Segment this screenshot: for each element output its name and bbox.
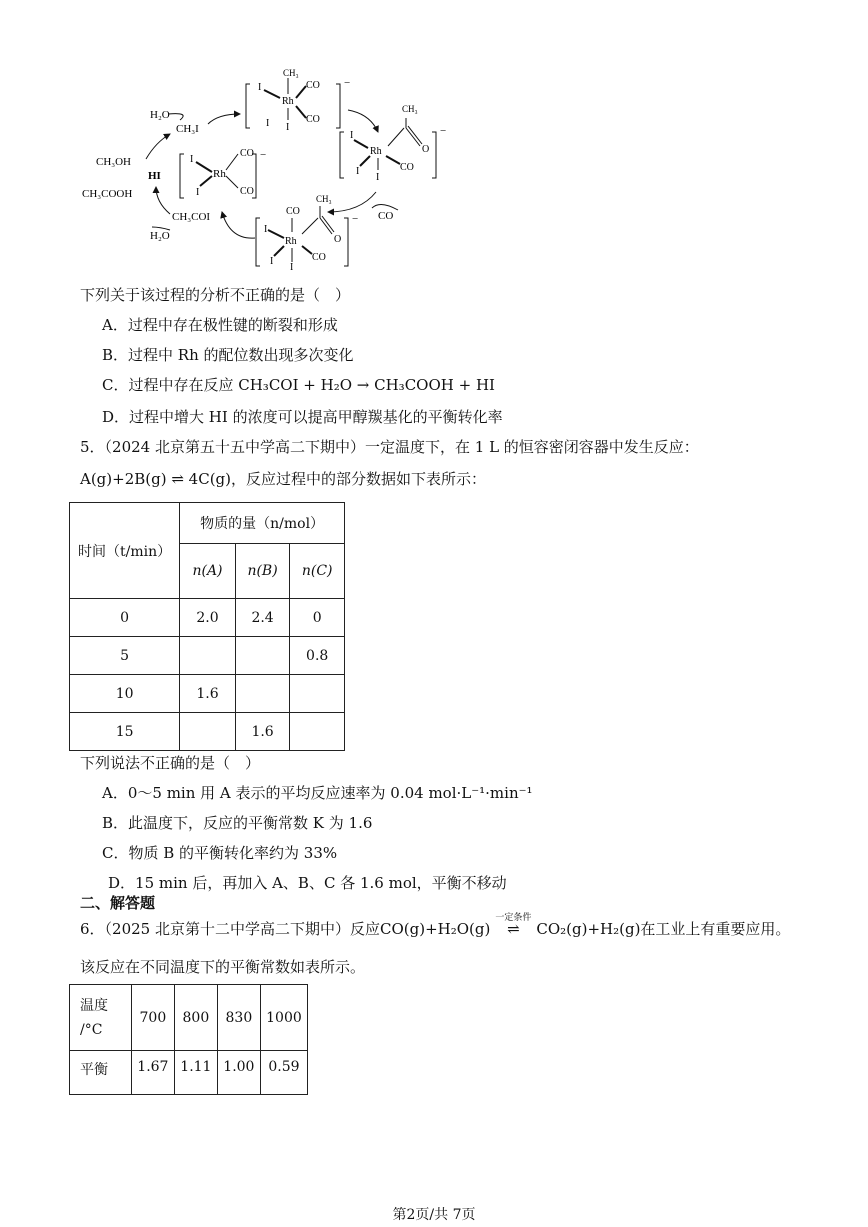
svg-text:CO: CO — [240, 148, 254, 159]
svg-text:I: I — [356, 166, 360, 177]
q6-stem-suffix: 在工业上有重要应用。 — [640, 920, 791, 938]
k-label: 平衡 — [70, 1051, 132, 1095]
q6-stem-prefix: 6．（2025 北京第十二中学高二下期中）反应 — [80, 920, 380, 938]
svg-text:I: I — [376, 172, 380, 183]
svg-text:CH₃: CH₃ — [283, 68, 299, 78]
svg-text:CO: CO — [306, 80, 320, 91]
q5-data-table — [69, 502, 345, 751]
svg-text:CO: CO — [306, 114, 320, 125]
svg-text:Rh: Rh — [285, 236, 297, 247]
col-na: n(A) — [180, 544, 236, 599]
q4-stem: 下列关于该过程的分析不正确的是（ ） — [80, 286, 351, 304]
label-ch3oh: CH₃OH — [96, 156, 132, 168]
svg-text:I: I — [270, 256, 274, 267]
svg-text:Rh: Rh — [370, 146, 382, 157]
svg-text:I: I — [196, 187, 200, 198]
q6-eq-left: CO(g)+H₂O(g) — [380, 920, 491, 938]
complex-rh-i2-co2 — [180, 148, 266, 198]
complex-rh-ch3 — [246, 68, 350, 133]
svg-text:−: − — [352, 213, 359, 225]
q5-option-a[interactable]: A．0～5 min 用 A 表示的平均反应速率为 0.04 mol·L⁻¹·min⁻¹ — [102, 784, 533, 802]
label-hi: HI — [148, 170, 161, 182]
q5-stem2: 下列说法不正确的是（ ） — [80, 754, 261, 772]
svg-text:CH₃: CH₃ — [316, 194, 332, 204]
svg-text:I: I — [350, 130, 354, 141]
q6-condition: 一定条件 — [495, 913, 532, 923]
amount-header: 物质的量（n/mol） — [180, 503, 345, 544]
svg-text:CO: CO — [286, 206, 300, 217]
q5-stem: 5．（2024 北京第五十五中学高二下期中）一定温度下，在 1 L 的恒容密闭容器中发生反应： — [80, 438, 699, 456]
col-nb: n(B) — [235, 544, 290, 599]
label-ch3i: CH₃I — [176, 123, 199, 135]
q5-option-b[interactable]: B．此温度下，反应的平衡常数 K 为 1.6 — [102, 814, 373, 832]
svg-text:CO: CO — [400, 162, 414, 173]
svg-text:I: I — [258, 82, 262, 93]
col-nc: n(C) — [290, 544, 345, 599]
table-row: 15 1.6 — [70, 713, 345, 751]
svg-text:I: I — [290, 262, 294, 273]
svg-text:O: O — [422, 144, 430, 155]
q5-option-d[interactable]: D．15 min 后，再加入 A、B、C 各 1.6 mol，平衡不移动 — [108, 874, 507, 892]
q6-stem — [80, 913, 791, 939]
temp-label: 温度 /°C — [70, 985, 132, 1051]
table-row: 5 0.8 — [70, 637, 345, 675]
q4-option-d[interactable]: D．过程中增大 HI 的浓度可以提高甲醇羰基化的平衡转化率 — [102, 408, 503, 426]
svg-text:−: − — [440, 125, 447, 137]
label-h2o-bottom: H₂O — [150, 230, 170, 242]
q5-option-c[interactable]: C．物质 B 的平衡转化率约为 33% — [102, 844, 338, 862]
label-co-in: CO — [378, 210, 394, 222]
q6-constant-table: 温度 /°C 700 800 830 1000 平衡 1.67 1.11 1.00 0.59 — [69, 984, 308, 1095]
label-ch3coi: CH₃COI — [172, 211, 211, 223]
svg-text:CH₃: CH₃ — [402, 104, 418, 114]
q6-arrow: 一定条件 ⇌ — [490, 920, 536, 938]
page-footer: 第2页/共 7页 — [392, 1207, 476, 1223]
svg-text:CO: CO — [240, 186, 254, 197]
q6-eq-right: CO₂(g)+H₂(g) — [536, 920, 641, 938]
catalytic-cycle-diagram — [80, 62, 460, 274]
svg-text:CO: CO — [312, 252, 326, 263]
complex-rh-acyl-bottom — [256, 194, 358, 273]
svg-text:I: I — [264, 224, 268, 235]
svg-text:O: O — [334, 234, 342, 245]
label-h2o-top: H₂O — [150, 109, 170, 121]
svg-text:I: I — [286, 122, 290, 133]
section-heading: 二、解答题 — [80, 894, 156, 912]
svg-text:−: − — [260, 149, 267, 161]
svg-text:I: I — [190, 154, 194, 165]
svg-text:I: I — [266, 118, 270, 129]
q6-line2: 该反应在不同温度下的平衡常数如表所示。 — [80, 958, 366, 976]
table-row: 10 1.6 — [70, 675, 345, 713]
q5-equation: A(g)+2B(g) ⇌ 4C(g)，反应过程中的部分数据如下表所示： — [80, 470, 487, 488]
time-header: 时间（t/min） — [70, 503, 180, 599]
svg-text:Rh: Rh — [213, 168, 226, 180]
svg-text:Rh: Rh — [282, 96, 294, 107]
complex-rh-acyl-right — [340, 104, 446, 183]
q4-option-a[interactable]: A．过程中存在极性键的断裂和形成 — [102, 316, 338, 334]
svg-text:−: − — [344, 77, 351, 89]
q4-option-c[interactable]: C．过程中存在反应 CH₃COI + H₂O → CH₃COOH + HI — [102, 376, 495, 394]
label-ch3cooh: CH₃COOH — [82, 188, 133, 200]
q4-option-b[interactable]: B．过程中 Rh 的配位数出现多次变化 — [102, 346, 354, 364]
table-row: 0 2.0 2.4 0 — [70, 599, 345, 637]
